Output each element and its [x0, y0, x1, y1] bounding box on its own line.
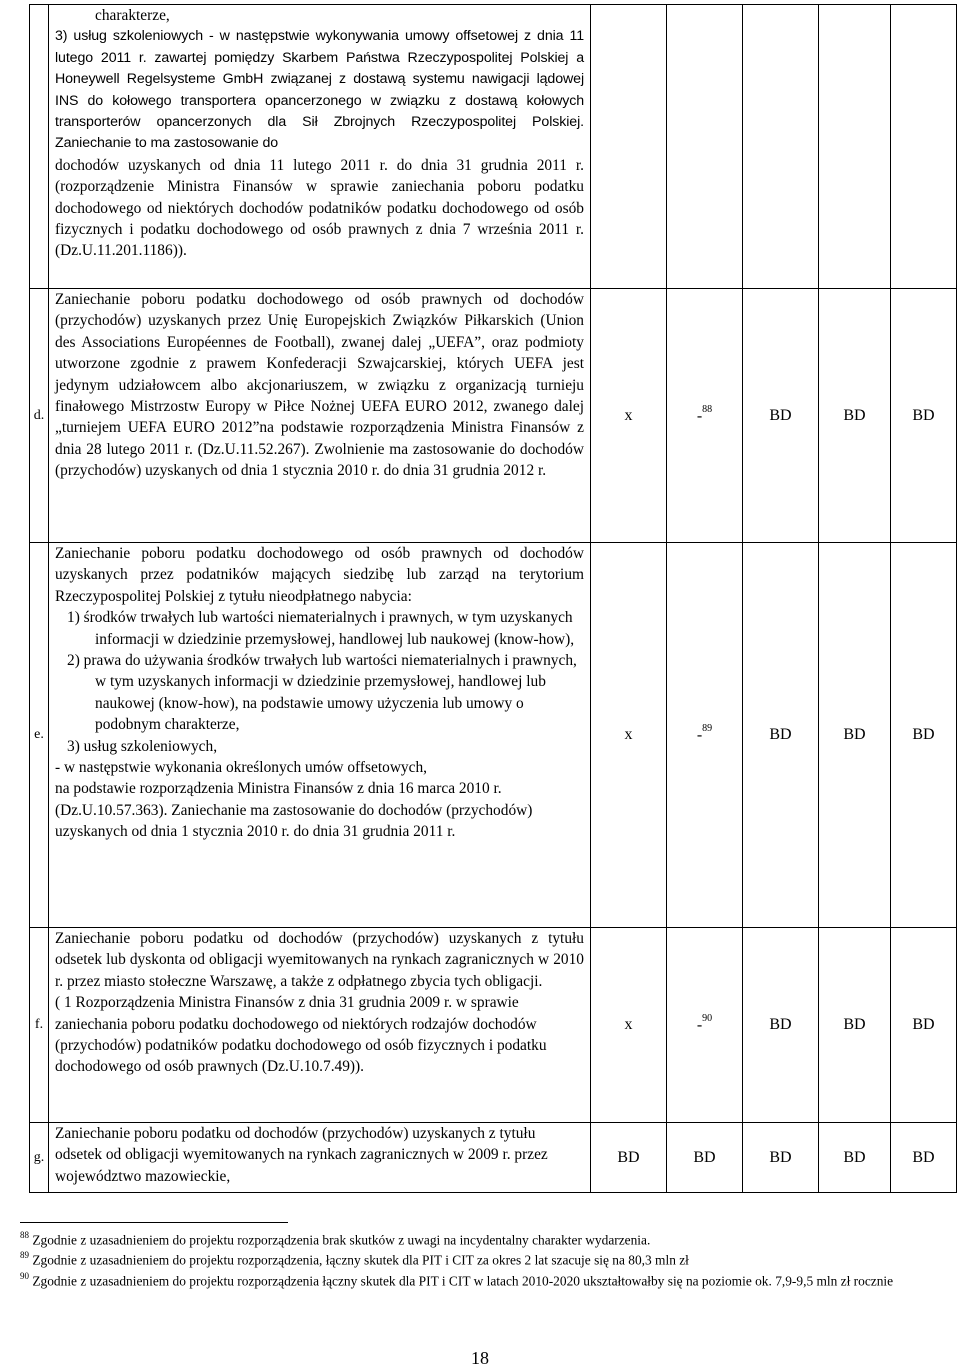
value-cell — [819, 5, 891, 289]
footnote — [20, 1228, 950, 1248]
footnote-reference: 89 — [702, 723, 713, 735]
description-paragraph: Zaniechanie poboru podatku od dochodów (przychodów) uzyskanych z tytułu odsetek lub dyskonta od obligacji wyemitowanych na rynkach zagranicznych w 2010 r. przez miasto stołeczne Warszawę, a także z odpłatnego zbycia tych obligacji. — [55, 930, 584, 990]
value-cell — [667, 543, 743, 928]
footnote-reference: 88 — [702, 403, 713, 415]
footnote — [20, 1248, 950, 1268]
row-label: g. — [30, 1123, 49, 1193]
row-label — [30, 5, 49, 289]
value-cell: x — [591, 543, 667, 928]
row-label: e. — [30, 543, 49, 928]
table-body — [30, 5, 957, 1193]
footnote-number: 88 — [20, 1230, 29, 1240]
value-cell: BD — [819, 1123, 891, 1193]
row-description — [49, 1123, 591, 1193]
description-paragraph: charakterze, — [95, 7, 170, 24]
value-cell — [667, 928, 743, 1123]
value-cell: BD — [891, 1123, 957, 1193]
value-text: - — [696, 1016, 703, 1034]
description-paragraph: - w następstwie wykonania określonych umów offsetowych, — [55, 759, 428, 777]
tax-expenditure-table — [29, 4, 957, 1193]
row-description — [49, 928, 591, 1123]
value-text: - — [696, 726, 703, 744]
footnote-text: Zgodnie z uzasadnieniem do projektu rozporządzenia, łączny skutek dla PIT i CIT za okres 2 lat szacuje się na 80,3 mln zł — [32, 1252, 689, 1268]
footnote-text: Zgodnie z uzasadnieniem do projektu rozporządzenia brak skutków z uwagi na incydentalny charakter wydarzenia. — [32, 1232, 651, 1248]
table-row — [30, 543, 957, 928]
value-cell — [891, 5, 957, 289]
description-paragraph: Zaniechanie poboru podatku od dochodów (przychodów) uzyskanych z tytułu odsetek od obligacji wyemitowanych na rynkach zagranicznych w 2009 r. przez województwo mazowieckie, — [55, 1125, 548, 1185]
description-paragraph: dochodów uzyskanych od dnia 11 lutego 2011 r. do dnia 31 grudnia 2011 r. (rozporządzenie Ministra Finansów w sprawie zaniechania poboru podatku dochodowego od niektórych dochodów podatników podatku dochodowego od osób fizycznych i podatku dochodowego od osób prawnych z dnia 7 września 2011 r. (Dz.U.11.201.1186)). — [55, 156, 584, 260]
description-paragraph: na podstawie rozporządzenia Ministra Finansów z dnia 16 marca 2010 r. (Dz.U.10.57.363). Zaniechanie ma zastosowanie do dochodów (przychodów) uzyskanych od dnia 1 stycznia 2010 r. do dnia 31 grudnia 2011 r. — [55, 780, 533, 841]
value-cell: x — [591, 928, 667, 1123]
description-paragraph: 3) usług szkoleniowych - w następstwie wykonywania umowy offsetowej z dnia 11 lutego 2011 r. zawartej pomiędzy Skarbem Państwa Rzeczypospolitej Polskiej a Honeywell Regelsysteme GmbH związanej z dostawą systemu nawigacji lądowej INS do kołowego transportera opancerzonego w związku z dostawą kołowych transporterów opancerzonych dla Sił Zbrojnych Rzeczypospolitej Polskiej. Zaniechanie to ma zastosowanie do — [55, 28, 584, 152]
value-cell — [667, 5, 743, 289]
table-row — [30, 1123, 957, 1193]
value-cell — [667, 289, 743, 543]
description-paragraph: 2) prawa do używania środków trwałych lub wartości niematerialnych i prawnych, w tym uzyskanych informacji w dziedzinie przemysłowej, handlowej lub naukowej (know-how), na podstawie umowy użyczenia lub umowy o podobnym charakterze, — [67, 652, 577, 734]
footnote-text: Zgodnie z uzasadnieniem do projektu rozporządzenia łączny skutek dla PIT i CIT w latach 2010-2020 ukształtowałby się na poziomie ok. 7,9-9,5 mln zł rocznie — [32, 1273, 894, 1289]
footnote-number: 90 — [20, 1270, 29, 1281]
value-cell: BD — [743, 928, 819, 1123]
description-paragraph: Zaniechanie poboru podatku dochodowego od osób prawnych od dochodów uzyskanych przez podatników mających siedzibę lub zarząd na terytorium Rzeczypospolitej Polskiej z tytułu nieodpłatnego nabycia: — [55, 545, 584, 605]
value-cell — [591, 5, 667, 289]
value-cell: BD — [743, 1123, 819, 1193]
value-cell: x — [591, 289, 667, 543]
row-description — [49, 543, 591, 928]
footnote-separator — [20, 1222, 288, 1223]
value-cell: BD — [743, 543, 819, 928]
value-text: - — [696, 407, 703, 425]
description-paragraph: 1) środków trwałych lub wartości niematerialnych i prawnych, w tym uzyskanych informacji w dziedzinie przemysłowej, handlowej lub naukowej (know-how), — [67, 609, 575, 648]
row-description — [49, 5, 591, 289]
page-number: 18 — [471, 1348, 489, 1368]
table-row — [30, 289, 957, 543]
value-cell — [743, 5, 819, 289]
description-paragraph: Zaniechanie poboru podatku dochodowego od osób prawnych od dochodów (przychodów) uzyskanych przez Unię Europejskich Związków Piłkarskich (Union des Associations Européennes de Football), zwanej dalej „UEFA”, oraz podmioty utworzone zgodnie z prawem Konfederacji Szwajcarskiej, których UEFA jest jedynym udziałowcem albo akcjonariuszem, w związku z organizacją turnieju finałowego Mistrzostw Europy w Piłce Nożnej UEFA EURO 2012, zwanego dalej „turniejem UEFA EURO 2012”na podstawie rozporządzenia Ministra Finansów z dnia 28 lutego 2011 r. (Dz.U.11.52.267). Zwolnienie ma zastosowanie do dochodów (przychodów) uzyskanych od dnia 1 stycznia 2010 r. do dnia 31 grudnia 2012 r. — [55, 291, 584, 480]
table-row — [30, 5, 957, 289]
row-description — [49, 289, 591, 543]
footnotes — [20, 1228, 950, 1289]
value-cell: BD — [819, 928, 891, 1123]
row-label: f. — [30, 928, 49, 1123]
table-row — [30, 928, 957, 1123]
value-text: BD — [693, 1148, 716, 1166]
value-cell — [667, 1123, 743, 1193]
value-cell: BD — [891, 289, 957, 543]
description-paragraph: ( 1 Rozporządzenia Ministra Finansów z dnia 31 grudnia 2009 r. w sprawie zaniechania poboru podatku dochodowego od niektórych rodzajów dochodów (przychodów) podatników podatku dochodowego od osób fizycznych i podatku dochodowego od osób prawnych (Dz.U.10.7.49)). — [55, 994, 547, 1076]
value-cell: BD — [743, 289, 819, 543]
footnote-number: 89 — [20, 1250, 29, 1261]
value-cell: BD — [891, 543, 957, 928]
value-cell: BD — [819, 289, 891, 543]
footnote — [20, 1269, 950, 1289]
value-cell: BD — [819, 543, 891, 928]
description-paragraph: 3) usług szkoleniowych, — [67, 737, 218, 755]
row-label: d. — [30, 289, 49, 543]
value-cell: BD — [891, 928, 957, 1123]
value-cell: BD — [591, 1123, 667, 1193]
footnote-reference: 90 — [702, 1013, 713, 1025]
